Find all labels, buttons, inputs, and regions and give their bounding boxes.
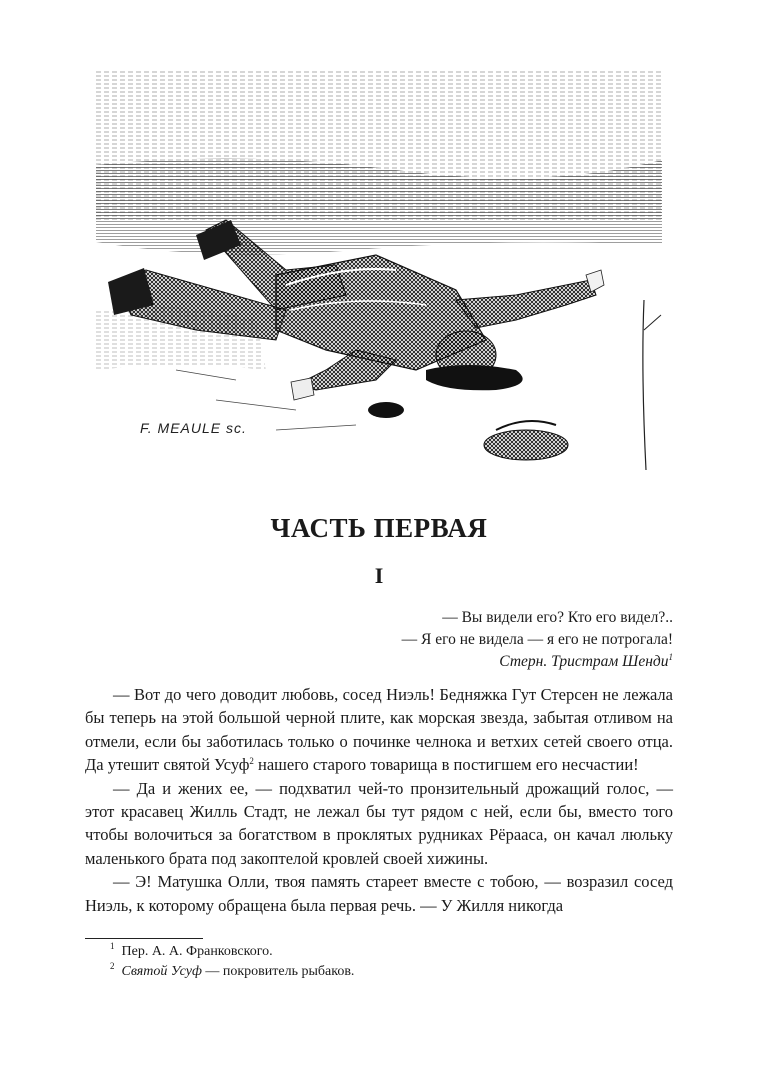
footnotes xyxy=(110,942,354,982)
footnote xyxy=(110,962,354,982)
footnote-number: 1 xyxy=(110,941,115,951)
epigraph xyxy=(402,607,673,673)
footnote-marker[interactable]: 2 xyxy=(249,756,254,767)
paragraph-text: нашего старого товарища в постигшем его несчастии! xyxy=(253,755,639,775)
footnote xyxy=(110,942,354,962)
epigraph-source xyxy=(402,651,673,673)
part-title: ЧАСТЬ ПЕРВАЯ xyxy=(270,513,488,543)
footnote-number: 2 xyxy=(110,961,115,971)
footnote-marker[interactable]: 1 xyxy=(668,652,673,662)
epigraph-line: — Я его не видела — я его не потрогала! xyxy=(401,631,673,648)
chapter-number: I xyxy=(374,563,384,588)
footnote-divider xyxy=(85,938,203,939)
engraver-signature: F. MEAULE sc. xyxy=(140,420,247,436)
footnote-text: — покровитель рыбаков. xyxy=(201,964,355,979)
body-text xyxy=(85,683,673,917)
footnote-text: Пер. А. А. Франковского. xyxy=(121,944,273,959)
epigraph-line: — Вы видели его? Кто его видел?.. xyxy=(442,609,673,626)
epigraph-source-text: Стерн. Тристрам Шенди xyxy=(499,653,669,670)
paragraph-text: — Вот до чего доводит любовь, сосед Ниэль! Бедняжка Гут Стерсен не лежала бы теперь на этой большой черной плите, как морская звезда, забытая отливом на отмели, если бы заботилась только о починке челнока и ветхих сетей своего отца. Да утешит святой Усуф xyxy=(85,685,673,775)
footnote-term: Святой Усуф xyxy=(121,964,202,979)
paragraph xyxy=(85,683,673,777)
paragraph: — Э! Матушка Олли, твоя память стареет вместе с тобою, — возразил сосед Ниэль, к которому обращена была первая речь. — У Жилля никогда xyxy=(85,872,673,915)
paragraph: — Да и жених ее, — подхватил чей-то пронзительный дрожащий голос, — этот красавец Жилль Стадт, не лежал бы тут рядом с ней, если бы, вместо того чтобы волочиться за богатством в проклятых рудниках Рёрааса, он качал люльку маленького брата под закоптелой кровлей своей хижины. xyxy=(85,778,673,868)
